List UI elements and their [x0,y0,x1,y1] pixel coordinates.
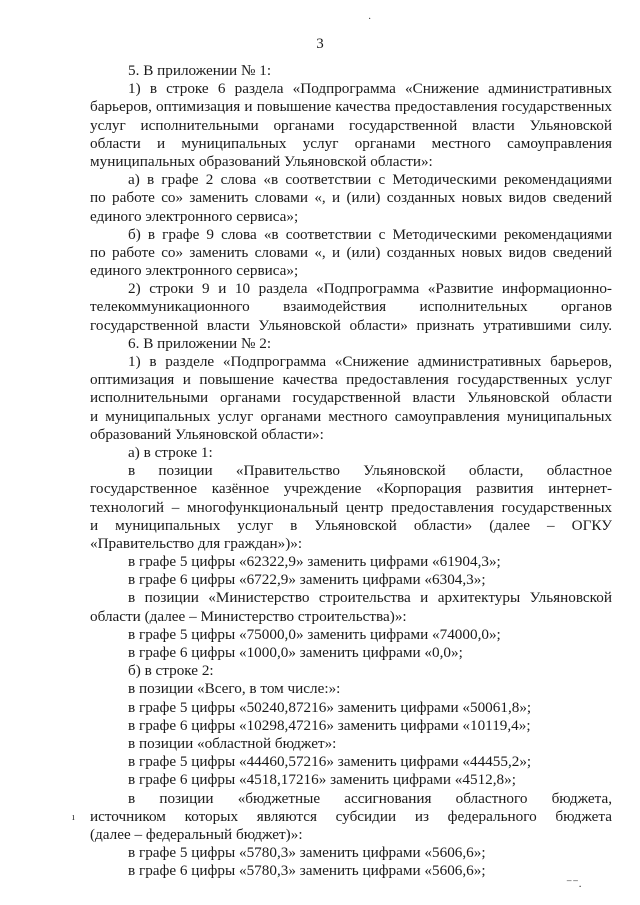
text-line: 1) в разделе «Подпрограмма «Снижение административных барьеров, [128,353,612,370]
text-line: 5. В приложении № 1: [128,62,272,79]
text-line: в графе 6 цифры «10298,47216» заменить цифрами «10119,4»; [128,716,531,734]
text-line: по работе со» заменить словами «, и (или) созданных новых видов сведений [90,189,612,207]
text-line: 6. В приложении № 2: [128,334,272,352]
text-line: в позиции «Министерство строительства и архитектуры Ульяновской [128,589,612,607]
text-line: в позиции «бюджетные ассигнования областного бюджета, [128,789,612,807]
text-line: телекоммуникационного взаимодействия исполнительных органов [90,298,612,316]
text-line: образований Ульяновской области»: [90,425,324,443]
text-line: 1) в строке 6 раздела «Подпрограмма «Снижение административных [128,80,612,98]
text-line: по работе со» заменить словами «, и (или) созданных новых видов сведений [90,243,612,261]
text-line: в графе 5 цифры «5780,3» заменить цифрами «5606,6»; [128,844,486,862]
scan-speck: ı [72,812,75,823]
text-line: государственной власти Ульяновской области» признать утратившими силу. [90,316,612,334]
text-line: услуг исполнительными органами государственной власти Ульяновской [90,116,612,134]
text-line: исполнительными органами государственной власти Ульяновской области [90,389,612,407]
text-line: в графе 6 цифры «5780,3» заменить цифрами «5606,6»; [128,862,486,880]
text-line: б) в строке 2: [128,662,214,680]
text-line: а) в графе 2 слова «в соответствии с Методическими рекомендациями [128,171,612,189]
text-line: государственное казённое учреждение «Корпорация развития интернет- [90,480,612,498]
text-line: а) в строке 1: [128,443,213,461]
text-line: «Правительство для граждан»)»: [90,534,303,552]
text-line: (далее – федеральный бюджет)»: [90,825,303,843]
text-line: в позиции «областной бюджет»: [128,734,337,752]
text-line: технологий – многофункциональный центр предоставления государственных [90,498,612,516]
text-line: в позиции «Правительство Ульяновской области, областное [128,462,612,480]
scan-speck: · [368,14,372,25]
text-line: единого электронного сервиса»; [90,207,299,225]
text-line: и муниципальных услуг в Ульяновской области» (далее – ОГКУ [90,516,612,534]
scan-mark: ⁻⁻. [566,876,582,890]
text-line: в позиции «Всего, в том числе:»: [128,680,341,698]
text-line: в графе 6 цифры «1000,0» заменить цифрами «0,0»; [128,644,463,661]
text-line: области и муниципальных услуг органами местного самоуправления [90,134,612,152]
text-line: в графе 5 цифры «75000,0» заменить цифрами «74000,0»; [128,625,501,643]
document-body [90,62,612,880]
text-line: единого электронного сервиса»; [90,262,299,280]
text-line: 2) строки 9 и 10 раздела «Подпрограмма «Развитие информационно- [128,280,612,298]
page-number: 3 [316,36,324,52]
text-line: в графе 6 цифры «6722,9» заменить цифрами «6304,3»; [128,571,486,589]
text-line: и муниципальных услуг органами местного самоуправления муниципальных [90,407,612,425]
text-line: в графе 5 цифры «62322,9» заменить цифрами «61904,3»; [128,553,501,571]
text-line: в графе 5 цифры «50240,87216» заменить цифрами «50061,8»; [128,698,532,716]
text-line: б) в графе 9 слова «в соответствии с Методическими рекомендациями [128,225,612,243]
text-line: оптимизация и повышение качества предоставления государственных услуг [90,371,612,389]
text-line: области (далее – Министерство строительства)»: [90,607,407,625]
text-line: источником которых являются субсидии из федерального бюджета [90,807,612,825]
text-line: муниципальных образований Ульяновской области»: [90,152,433,170]
text-line: барьеров, оптимизация и повышение качества предоставления государственных [90,98,612,116]
text-line: в графе 6 цифры «4518,17216» заменить цифрами «4512,8»; [128,771,516,789]
text-line: в графе 5 цифры «44460,57216» заменить цифрами «44455,2»; [128,753,532,771]
